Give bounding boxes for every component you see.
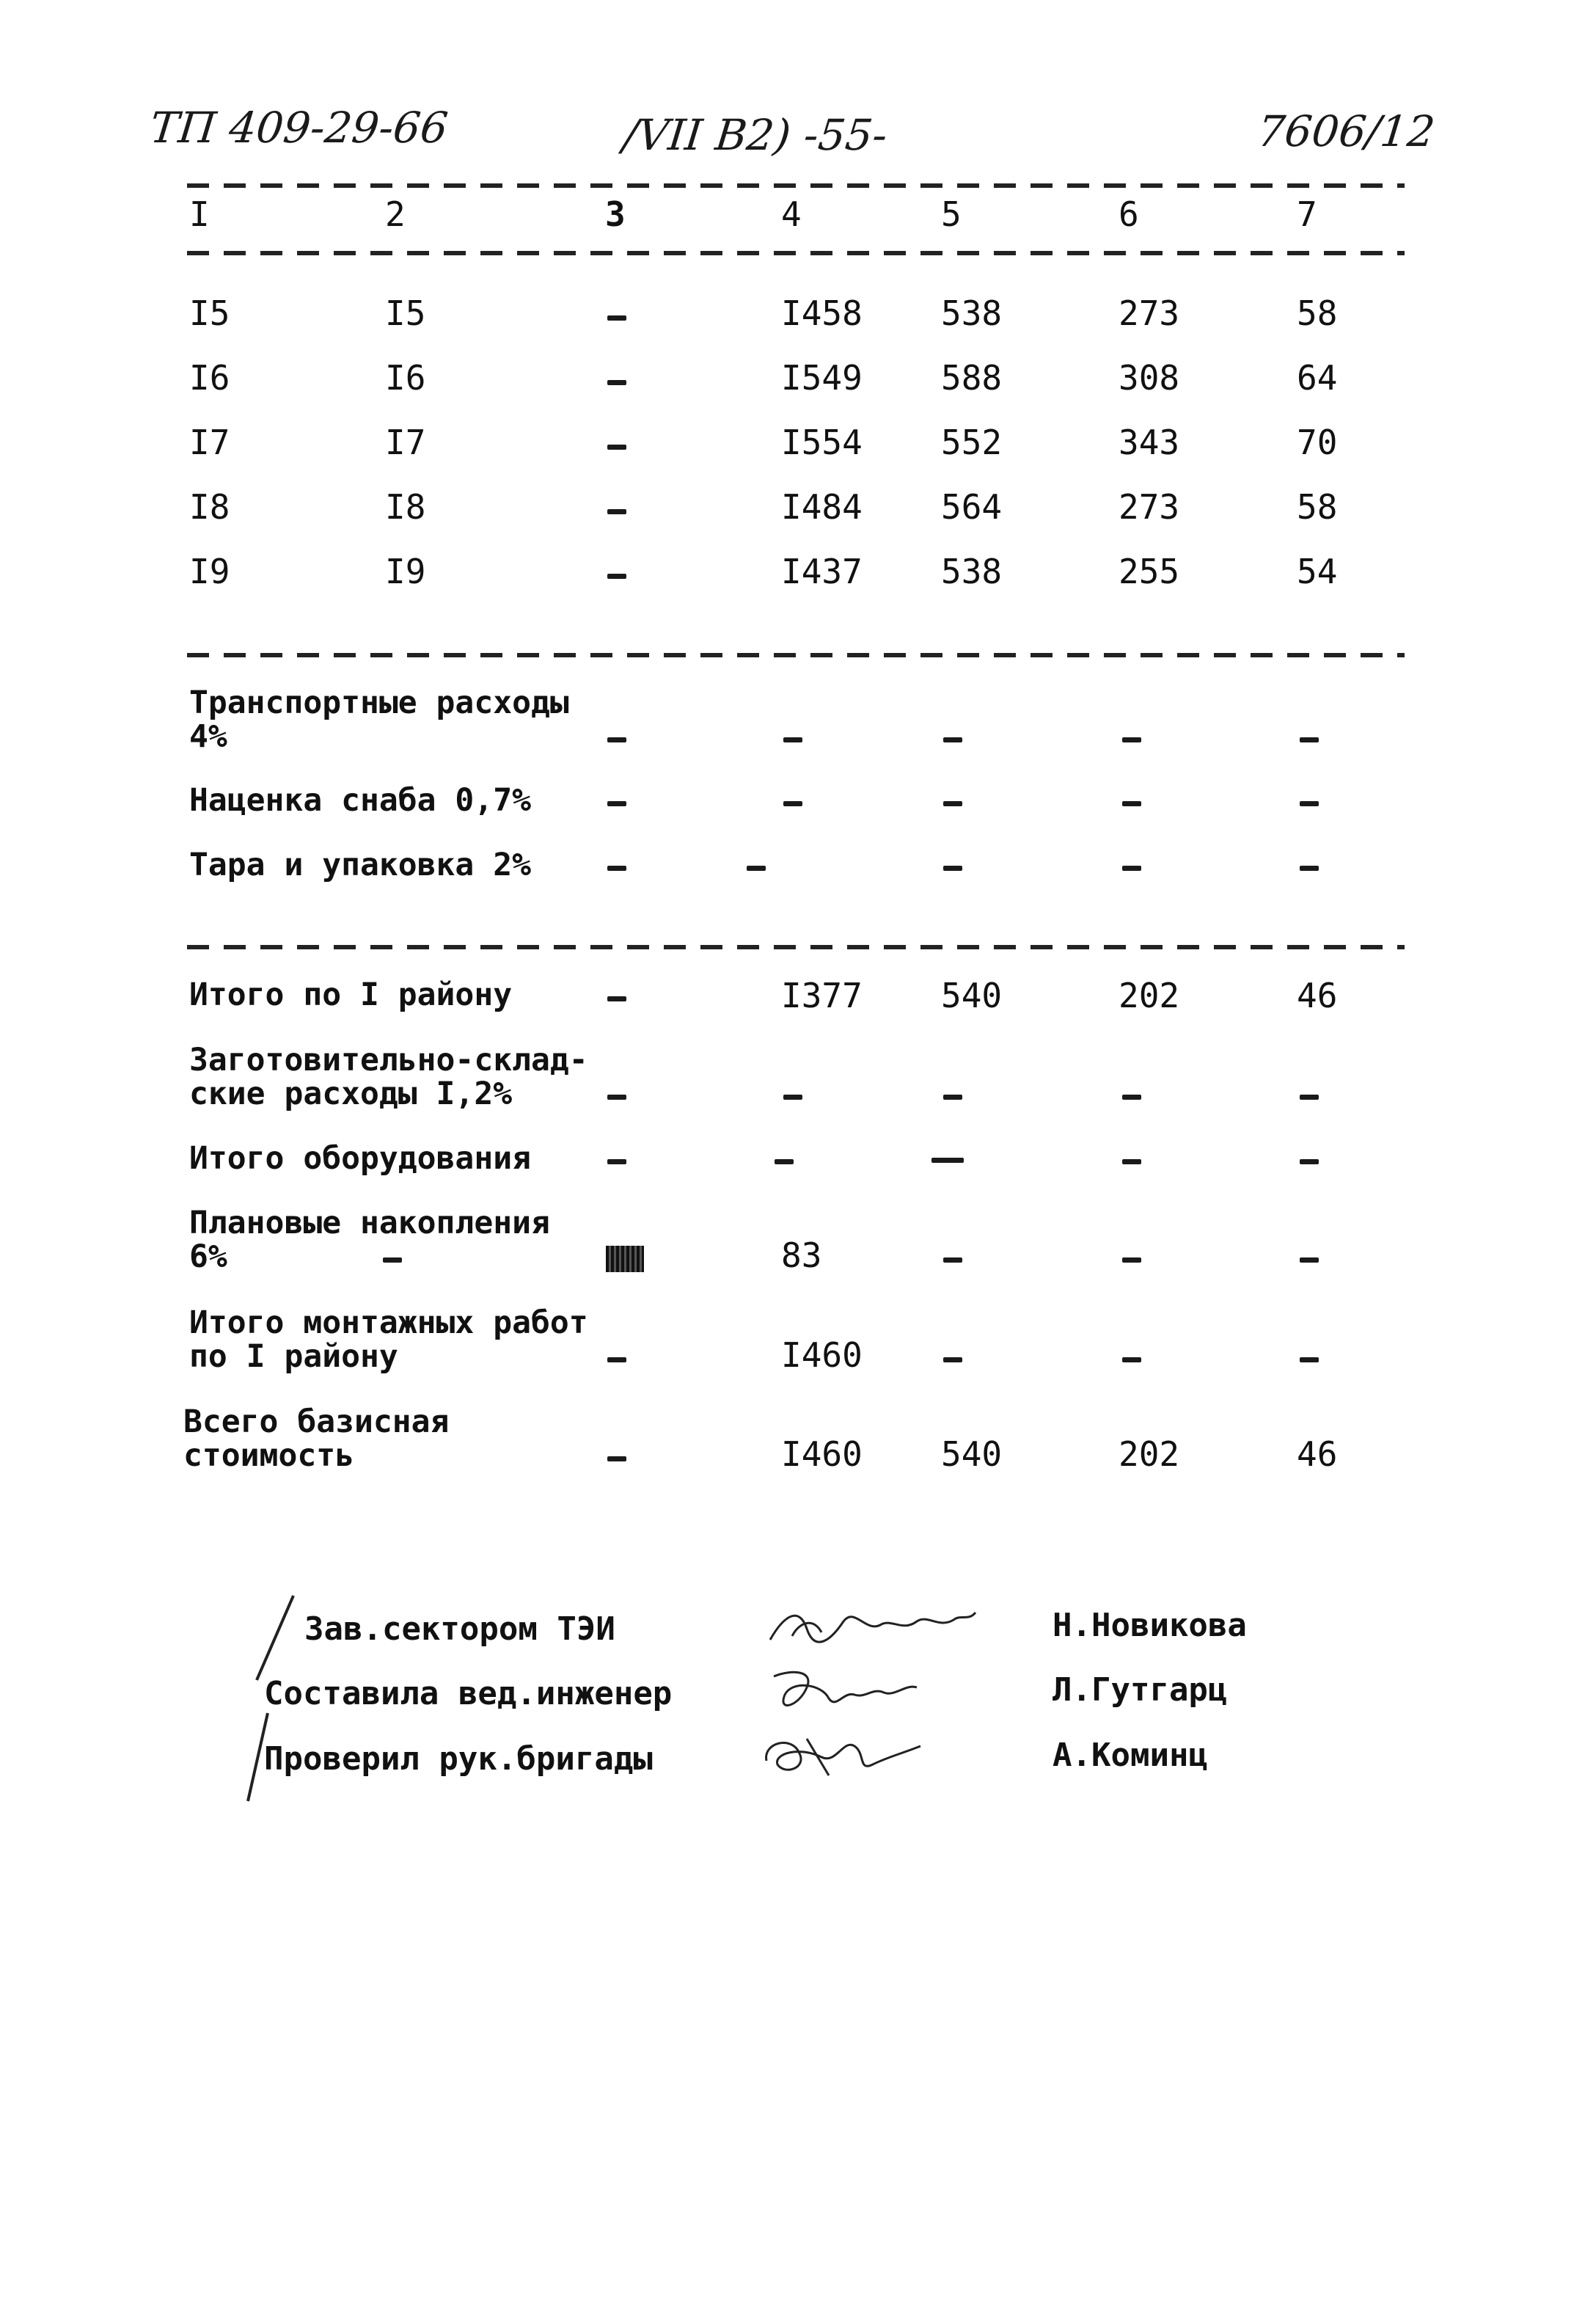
- rule-under-header: [187, 251, 1405, 255]
- row-cell: 538: [941, 293, 1003, 333]
- total-value: 540: [941, 1434, 1003, 1474]
- header-left-code: ТП 409-29-66: [147, 103, 450, 153]
- row-cell: I8: [385, 487, 426, 527]
- row-cell: 308: [1119, 358, 1180, 398]
- header-center-code: /VII В2) -55-: [621, 110, 890, 160]
- total-value: 202: [1119, 976, 1180, 1015]
- total-value: 202: [1119, 1434, 1180, 1474]
- total-label: Итого оборудования: [189, 1140, 531, 1177]
- margin-slash-mark: [249, 1592, 301, 1687]
- total-value: I460: [781, 1335, 863, 1375]
- charge-dash: [1122, 866, 1141, 871]
- signature-name: А.Коминц: [1053, 1737, 1208, 1774]
- row-cell: I549: [781, 358, 863, 398]
- row-cell: 538: [941, 552, 1003, 591]
- row-cell: 273: [1119, 293, 1180, 333]
- charge-dash: [943, 866, 962, 871]
- total-dash: [607, 1095, 626, 1100]
- row-cell: 273: [1119, 487, 1180, 527]
- row-cell: I8: [189, 487, 230, 527]
- row-cell: I5: [189, 293, 230, 333]
- row-cell: 58: [1297, 487, 1338, 527]
- row-cell: 64: [1297, 358, 1338, 398]
- charge-dash: [783, 737, 802, 742]
- charge-dash: [1122, 737, 1141, 742]
- total-label: Итого монтажных работ по I району: [189, 1304, 588, 1375]
- total-dash: [1300, 1257, 1319, 1263]
- total-value: I377: [781, 976, 863, 1015]
- charge-label: Тара и упаковка 2%: [189, 847, 531, 883]
- charge-dash: [943, 737, 962, 742]
- col-header-1: I: [189, 194, 210, 234]
- total-label: Итого по I району: [189, 976, 513, 1013]
- row-dash: [607, 574, 626, 579]
- total-dash: [943, 1357, 962, 1362]
- total-value: 540: [941, 976, 1003, 1015]
- charge-dash: [1300, 866, 1319, 871]
- handwritten-signature: [763, 1662, 924, 1720]
- row-cell: 255: [1119, 552, 1180, 591]
- total-dash: [607, 1159, 626, 1164]
- charge-label: Наценка снаба 0,7%: [189, 782, 531, 819]
- row-dash: [607, 509, 626, 514]
- total-value: 83: [781, 1235, 822, 1275]
- total-value: 46: [1297, 976, 1338, 1015]
- signature-name: Л.Гутгарц: [1053, 1671, 1228, 1709]
- charge-label: Транспортные расходы 4%: [189, 684, 569, 755]
- total-dash: [1300, 1095, 1319, 1100]
- total-value: I460: [781, 1434, 863, 1474]
- total-dash: [1122, 1257, 1141, 1263]
- signature-name: Н.Новикова: [1053, 1607, 1247, 1644]
- charge-dash: [1300, 801, 1319, 806]
- total-dash: [1300, 1357, 1319, 1362]
- charge-dash: [607, 737, 626, 742]
- header-right-code: 7606/12: [1255, 106, 1438, 156]
- total-dash: [943, 1257, 962, 1263]
- total-label: Плановые накопления 6%: [189, 1205, 550, 1275]
- row-dash: [607, 445, 626, 450]
- total-dash: [607, 996, 626, 1001]
- charge-dash: [747, 866, 766, 871]
- total-dash: [1300, 1159, 1319, 1164]
- row-cell: 343: [1119, 423, 1180, 462]
- row-cell: I484: [781, 487, 863, 527]
- total-dash: [607, 1357, 626, 1362]
- row-cell: 58: [1297, 293, 1338, 333]
- charge-dash: [783, 801, 802, 806]
- charge-dash: [1300, 737, 1319, 742]
- row-cell: I7: [385, 423, 426, 462]
- total-dash: [1122, 1095, 1141, 1100]
- col-header-2: 2: [385, 194, 406, 234]
- total-label: Заготовительно-склад- ские расходы I,2%: [189, 1042, 588, 1112]
- total-dash: [943, 1095, 962, 1100]
- rule-after-charges: [187, 945, 1405, 949]
- col-header-6: 6: [1119, 194, 1139, 234]
- row-dash: [607, 315, 626, 321]
- total-dash: [607, 1456, 626, 1461]
- row-cell: 552: [941, 423, 1003, 462]
- row-cell: I5: [385, 293, 426, 333]
- handwritten-signature: [755, 1724, 931, 1783]
- col-header-4: 4: [781, 194, 802, 234]
- col-header-3: 3: [605, 194, 626, 234]
- total-dash: [1122, 1159, 1141, 1164]
- handwritten-signature: [763, 1599, 983, 1651]
- row-cell: 70: [1297, 423, 1338, 462]
- signature-role: Зав.сектором ТЭИ: [304, 1610, 615, 1648]
- total-dash: [383, 1257, 402, 1263]
- row-cell: I458: [781, 293, 863, 333]
- row-cell: I6: [189, 358, 230, 398]
- col-header-7: 7: [1297, 194, 1317, 234]
- row-dash: [607, 380, 626, 385]
- strikeout-mark: [606, 1246, 644, 1272]
- total-dash: [783, 1095, 802, 1100]
- row-cell: I437: [781, 552, 863, 591]
- charge-dash: [607, 866, 626, 871]
- row-cell: I9: [189, 552, 230, 591]
- row-cell: 564: [941, 487, 1003, 527]
- signature-role: Составила вед.инженер: [264, 1675, 673, 1712]
- row-cell: I6: [385, 358, 426, 398]
- row-cell: I554: [781, 423, 863, 462]
- total-dash: [1122, 1357, 1141, 1362]
- rule-top: [187, 183, 1405, 188]
- total-value: 46: [1297, 1434, 1338, 1474]
- row-cell: I7: [189, 423, 230, 462]
- row-cell: 588: [941, 358, 1003, 398]
- charge-dash: [1122, 801, 1141, 806]
- row-cell: I9: [385, 552, 426, 591]
- charge-dash: [607, 801, 626, 806]
- col-header-5: 5: [941, 194, 962, 234]
- row-cell: 54: [1297, 552, 1338, 591]
- rule-after-rows: [187, 653, 1405, 657]
- charge-dash: [943, 801, 962, 806]
- total-label: Всего базисная стоимость: [183, 1403, 450, 1474]
- total-dash: [775, 1159, 794, 1164]
- total-dash: [931, 1158, 964, 1163]
- signature-role: Проверил рук.бригады: [264, 1740, 653, 1778]
